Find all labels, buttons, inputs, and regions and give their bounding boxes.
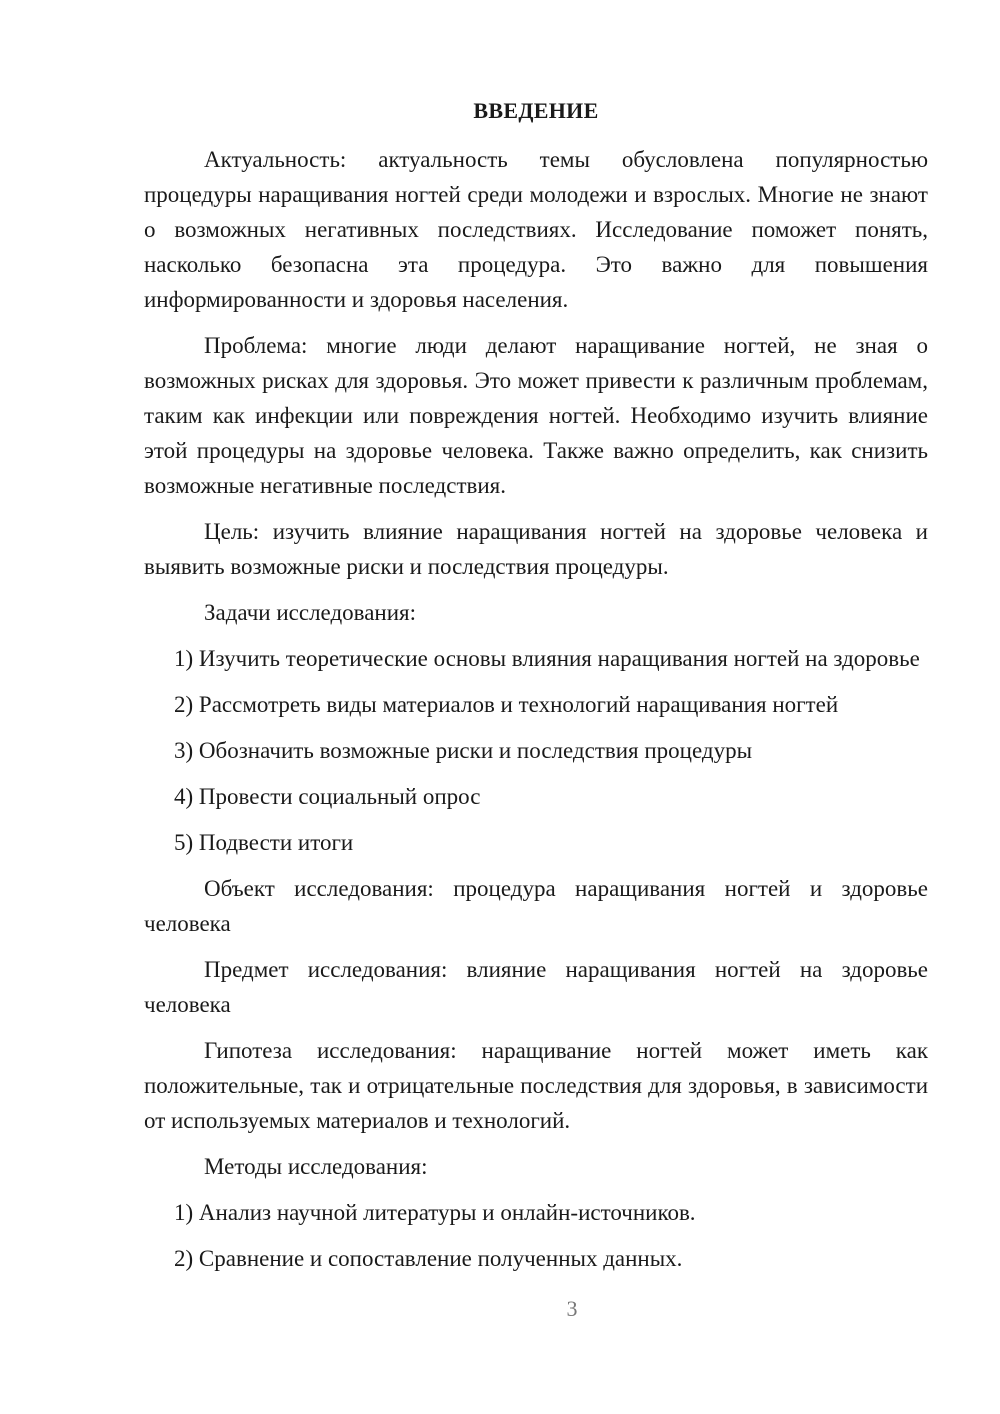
page-content — [144, 93, 928, 1287]
task-item-3: 3) Обозначить возможные риски и последствия процедуры — [174, 738, 753, 763]
goal-paragraph: Цель: изучить влияние наращивания ногтей на здоровье человека и выявить возможные риски и последствия процедуры. — [144, 519, 928, 579]
tasks-heading: Задачи исследования: — [204, 600, 417, 625]
task-item-1: 1) Изучить теоретические основы влияния наращивания ногтей на здоровье — [174, 646, 920, 671]
object-paragraph: Объект исследования: процедура наращивания ногтей и здоровье человека — [144, 876, 928, 936]
methods-heading: Методы исследования: — [204, 1154, 428, 1179]
subject-paragraph: Предмет исследования: влияние наращивания ногтей на здоровье человека — [144, 957, 928, 1017]
task-item-2: 2) Рассмотреть виды материалов и технологий наращивания ногтей — [174, 692, 839, 717]
task-item-4: 4) Провести социальный опрос — [174, 784, 481, 809]
task-item-5: 5) Подвести итоги — [174, 830, 354, 855]
problem-paragraph: Проблема: многие люди делают наращивание ногтей, не зная о возможных рисках для здоровья. Это может привести к различным проблемам, таким как инфекции или повреждения ногтей. Необходимо изучить влияние этой процедуры на здоровье человека. Также важно определить, как снизить возможные негативные последствия. — [144, 333, 928, 498]
relevance-paragraph: Актуальность: актуальность темы обусловлена популярностью процедуры наращивания ногтей среди молодежи и взрослых. Многие не знают о возможных негативных последствиях. Исследование поможет понять, насколько безопасна эта процедура. Это важно для повышения информированности и здоровья населения. — [144, 147, 928, 312]
hypothesis-paragraph: Гипотеза исследования: наращивание ногтей может иметь как положительные, так и отрицательные последствия для здоровья, в зависимости от используемых материалов и технологий. — [144, 1038, 928, 1133]
page-number: 3 — [566, 1296, 578, 1321]
method-item-2: 2) Сравнение и сопоставление полученных данных. — [174, 1246, 683, 1271]
method-item-1: 1) Анализ научной литературы и онлайн-источников. — [174, 1200, 696, 1225]
section-title: ВВЕДЕНИЕ — [473, 98, 599, 123]
